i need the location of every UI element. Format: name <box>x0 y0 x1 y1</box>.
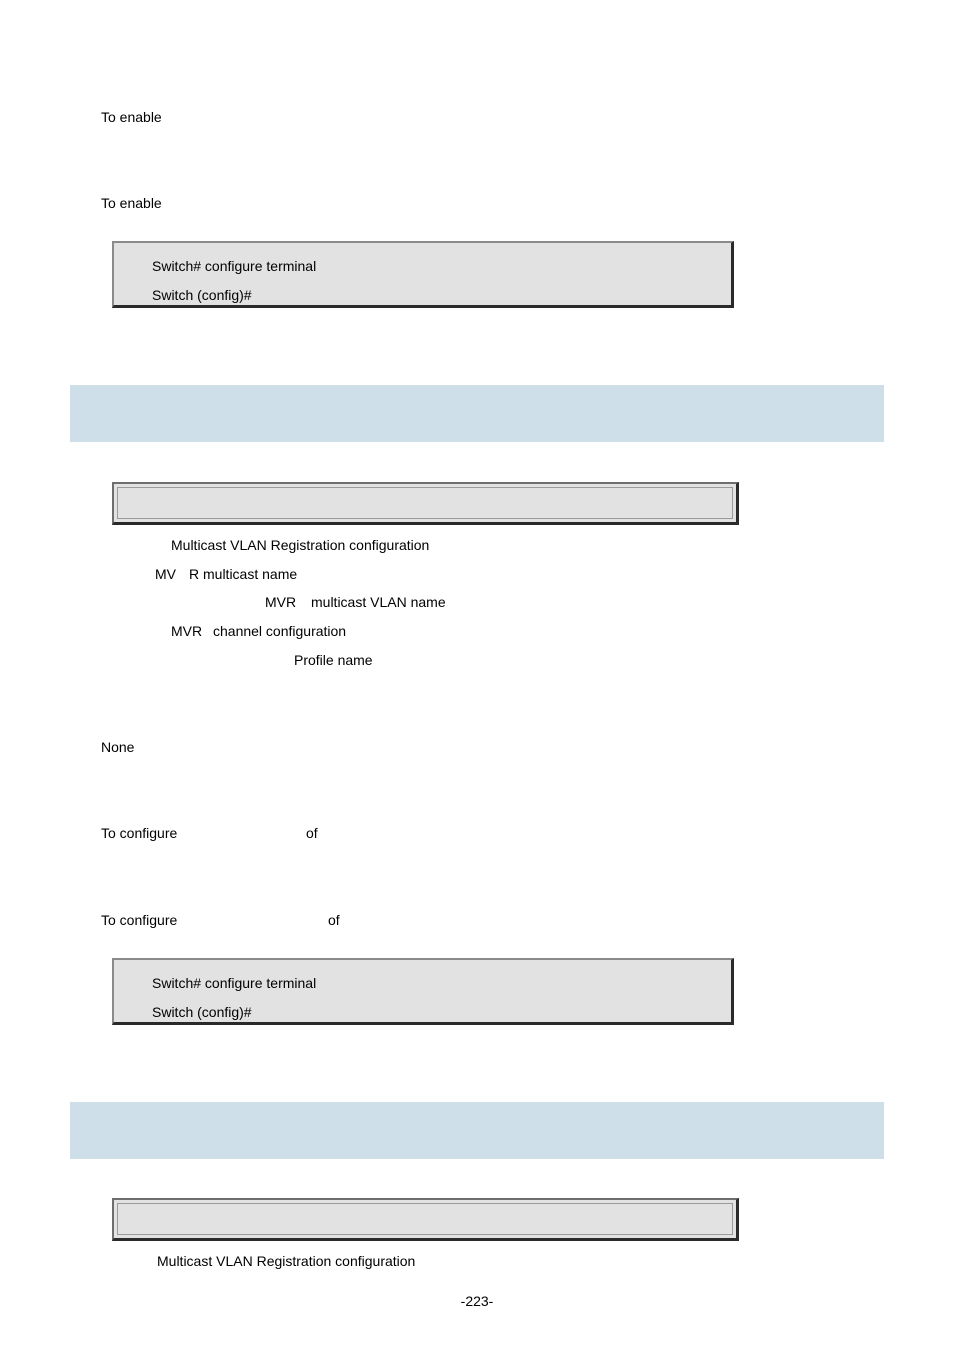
param-description: Profile name <box>294 652 373 668</box>
code-line: Switch# configure terminal <box>152 258 317 274</box>
code-line: Switch (config)# <box>152 287 252 303</box>
code-line: Switch (config)# <box>152 1004 252 1020</box>
param-label: MV <box>155 566 176 582</box>
usage-text: To enable <box>101 109 162 125</box>
example-code-box <box>112 958 734 1025</box>
section-heading-band <box>70 385 884 442</box>
section-heading-band <box>70 1102 884 1159</box>
mode-text: of <box>328 912 340 928</box>
page-number: -223- <box>460 1293 494 1309</box>
param-description: channel configuration <box>213 623 347 639</box>
param-description: multicast VLAN name <box>311 594 446 610</box>
example-code-box <box>112 241 734 308</box>
default-text: None <box>101 739 135 755</box>
param-label: MVR <box>265 594 297 610</box>
mode-text: To configure <box>101 912 178 928</box>
code-line: Switch# configure terminal <box>152 975 317 991</box>
usage-text: To configure <box>101 825 178 841</box>
command-syntax-box <box>112 482 739 525</box>
mode-text: To enable <box>101 195 162 211</box>
command-syntax-box <box>112 1198 739 1241</box>
param-label: MVR <box>171 623 203 639</box>
param-description: R multicast name <box>189 566 298 582</box>
usage-text: of <box>306 825 318 841</box>
param-description: Multicast VLAN Registration configuration <box>157 1253 416 1269</box>
param-description: Multicast VLAN Registration configuration <box>171 537 430 553</box>
